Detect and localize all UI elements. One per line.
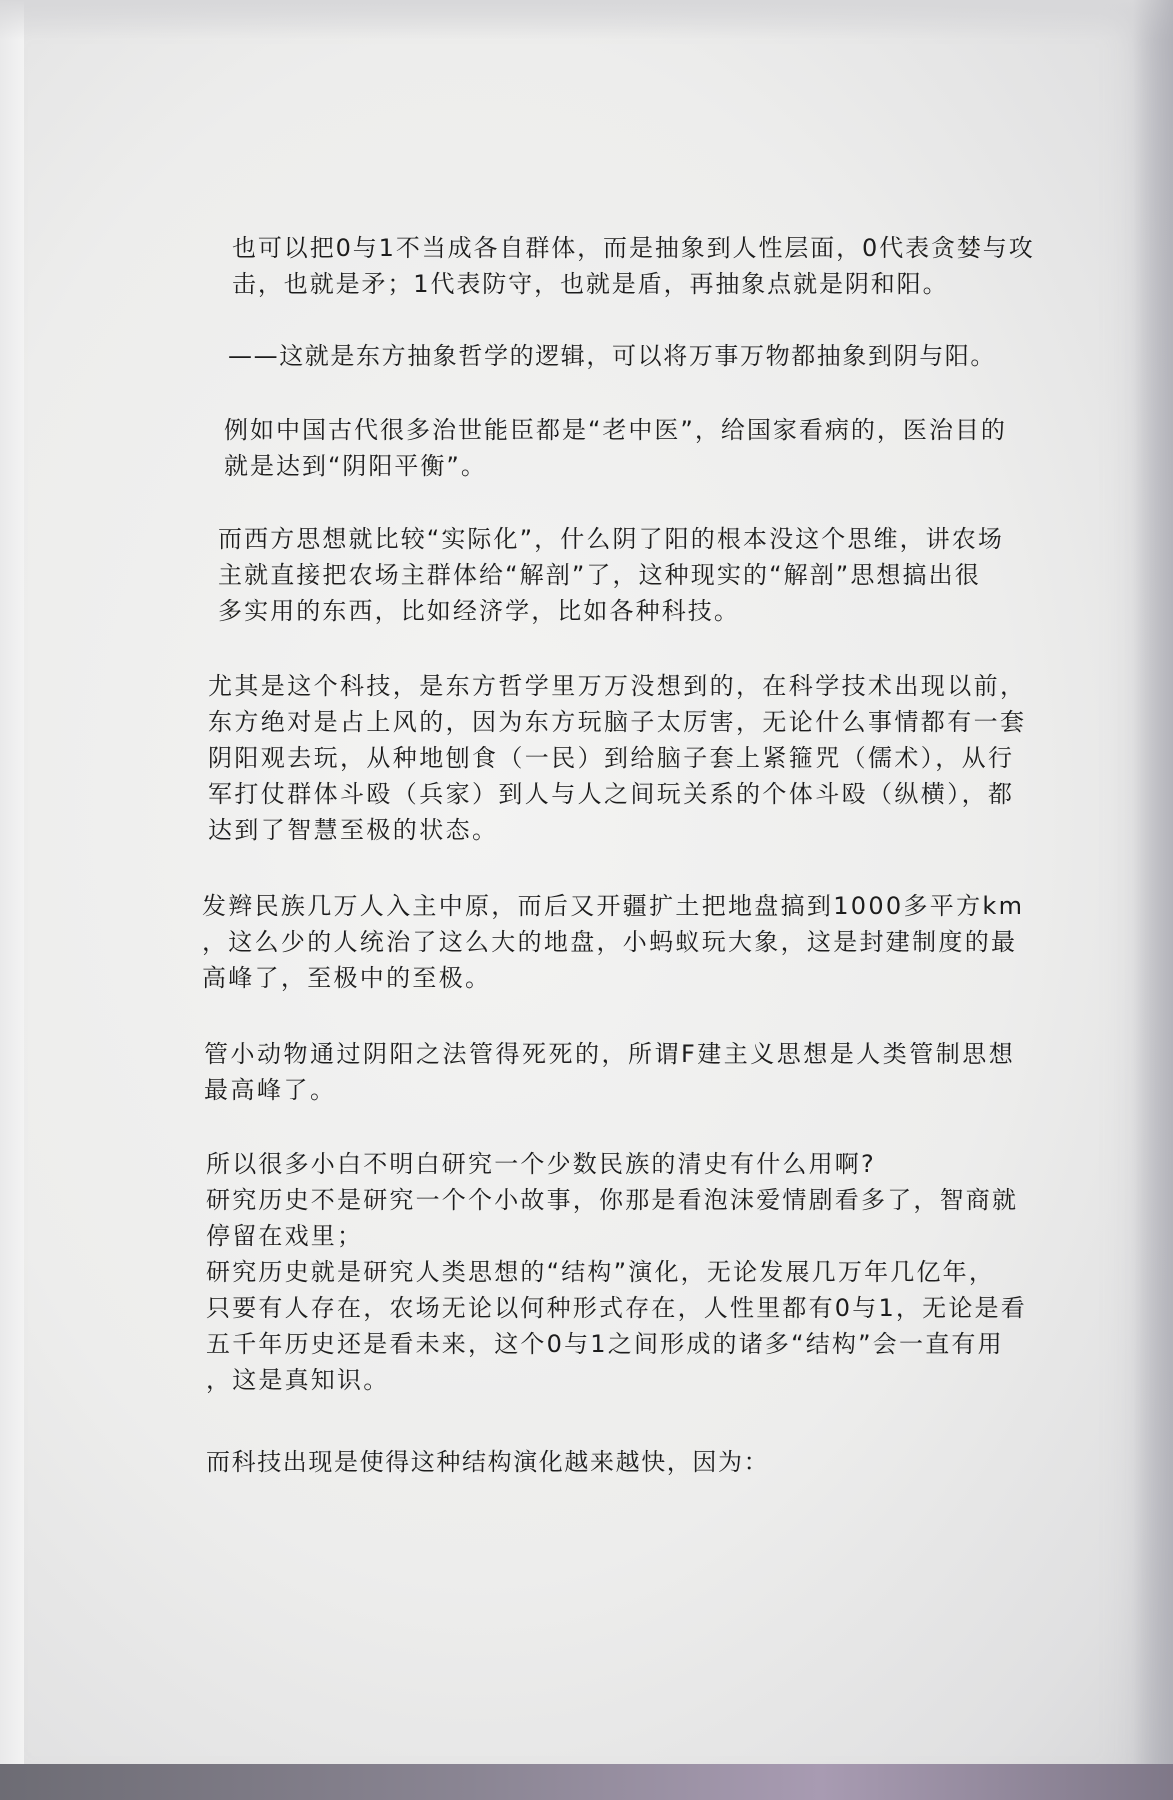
paragraph-feudal-control: [204, 1036, 1015, 1108]
paragraph-old-doctor: [224, 412, 1007, 484]
paragraph-western-thought: [218, 521, 1004, 629]
paragraph-qing-territory: [202, 888, 1024, 996]
text-line: 尤其是这个科技，是东方哲学里万万没想到的，在科学技术出现以前，: [208, 672, 1027, 700]
text-line: ，这么少的人统治了这么大的地盘，小蚂蚁玩大象，这是封建制度的最: [202, 928, 1018, 956]
text-line: 停留在戏里；: [206, 1222, 364, 1250]
text-line: 管小动物通过阴阳之法管得死死的，所谓F建主义思想是人类管制思想: [204, 1040, 1016, 1068]
text-line: 就是达到“阴阳平衡”。: [224, 452, 487, 480]
page-right-shadow: [1133, 0, 1173, 1800]
text-line: 东方绝对是占上风的，因为东方玩脑子太厉害，无论什么事情都有一套: [208, 708, 1027, 736]
text-line: 例如中国古代很多治世能臣都是“老中医”，给国家看病的，医治目的: [224, 416, 1007, 444]
text-line: 高峰了，至极中的至极。: [202, 964, 492, 992]
text-line: 研究历史不是研究一个个小故事，你那是看泡沫爱情剧看多了，智商就: [206, 1186, 1019, 1214]
text-line: 研究历史就是研究人类思想的“结构”演化，无论发展几万年几亿年，: [206, 1258, 996, 1286]
text-line: ，这是真知识。: [206, 1366, 390, 1394]
text-line: 发辫民族几万人入主中原，而后又开疆扩土把地盘搞到1000多平方km: [202, 892, 1025, 920]
paragraph-eastern-philosophy: [228, 338, 996, 374]
text-line: ——这就是东方抽象哲学的逻辑，可以将万事万物都抽象到阴与阳。: [228, 342, 996, 370]
text-line: 五千年历史还是看未来，这个0与1之间形成的诸多“结构”会一直有用: [206, 1330, 1004, 1358]
text-line: 最高峰了。: [204, 1076, 337, 1104]
paragraph-studying-history: [206, 1146, 1027, 1398]
page-top-shadow: [0, 0, 1173, 40]
paragraph-yin-yang-abstraction: [232, 230, 1035, 302]
paragraph-technology: [208, 668, 1026, 848]
text-line: 阴阳观去玩，从种地刨食（一民）到给脑子套上紧箍咒（儒术），从行: [208, 744, 1015, 772]
text-line: 也可以把0与1不当成各自群体，而是抽象到人性层面，0代表贪婪与攻: [232, 234, 1035, 262]
text-line: 击，也就是矛；1代表防守，也就是盾，再抽象点就是阴和阳。: [232, 270, 949, 298]
text-line: 多实用的东西，比如经济学，比如各种科技。: [218, 597, 740, 625]
text-line: 主就直接把农场主群体给“解剖”了，这种现实的“解剖”思想搞出很: [218, 561, 981, 589]
text-line: 而西方思想就比较“实际化”，什么阴了阳的根本没这个思维，讲农场: [218, 525, 1004, 553]
text-line: 只要有人存在，农场无论以何种形式存在，人性里都有0与1，无论是看: [206, 1294, 1027, 1322]
text-line: 所以很多小白不明白研究一个少数民族的清史有什么用啊?: [206, 1150, 876, 1178]
text-line: 军打仗群体斗殴（兵家）到人与人之间玩关系的个体斗殴（纵横），都: [208, 780, 1015, 808]
text-line: 达到了智慧至极的状态。: [208, 816, 499, 844]
background-surface-strip: [0, 1764, 1173, 1800]
text-line: 而科技出现是使得这种结构演化越来越快，因为：: [206, 1448, 770, 1476]
paragraph-technology-acceleration: [206, 1444, 769, 1480]
